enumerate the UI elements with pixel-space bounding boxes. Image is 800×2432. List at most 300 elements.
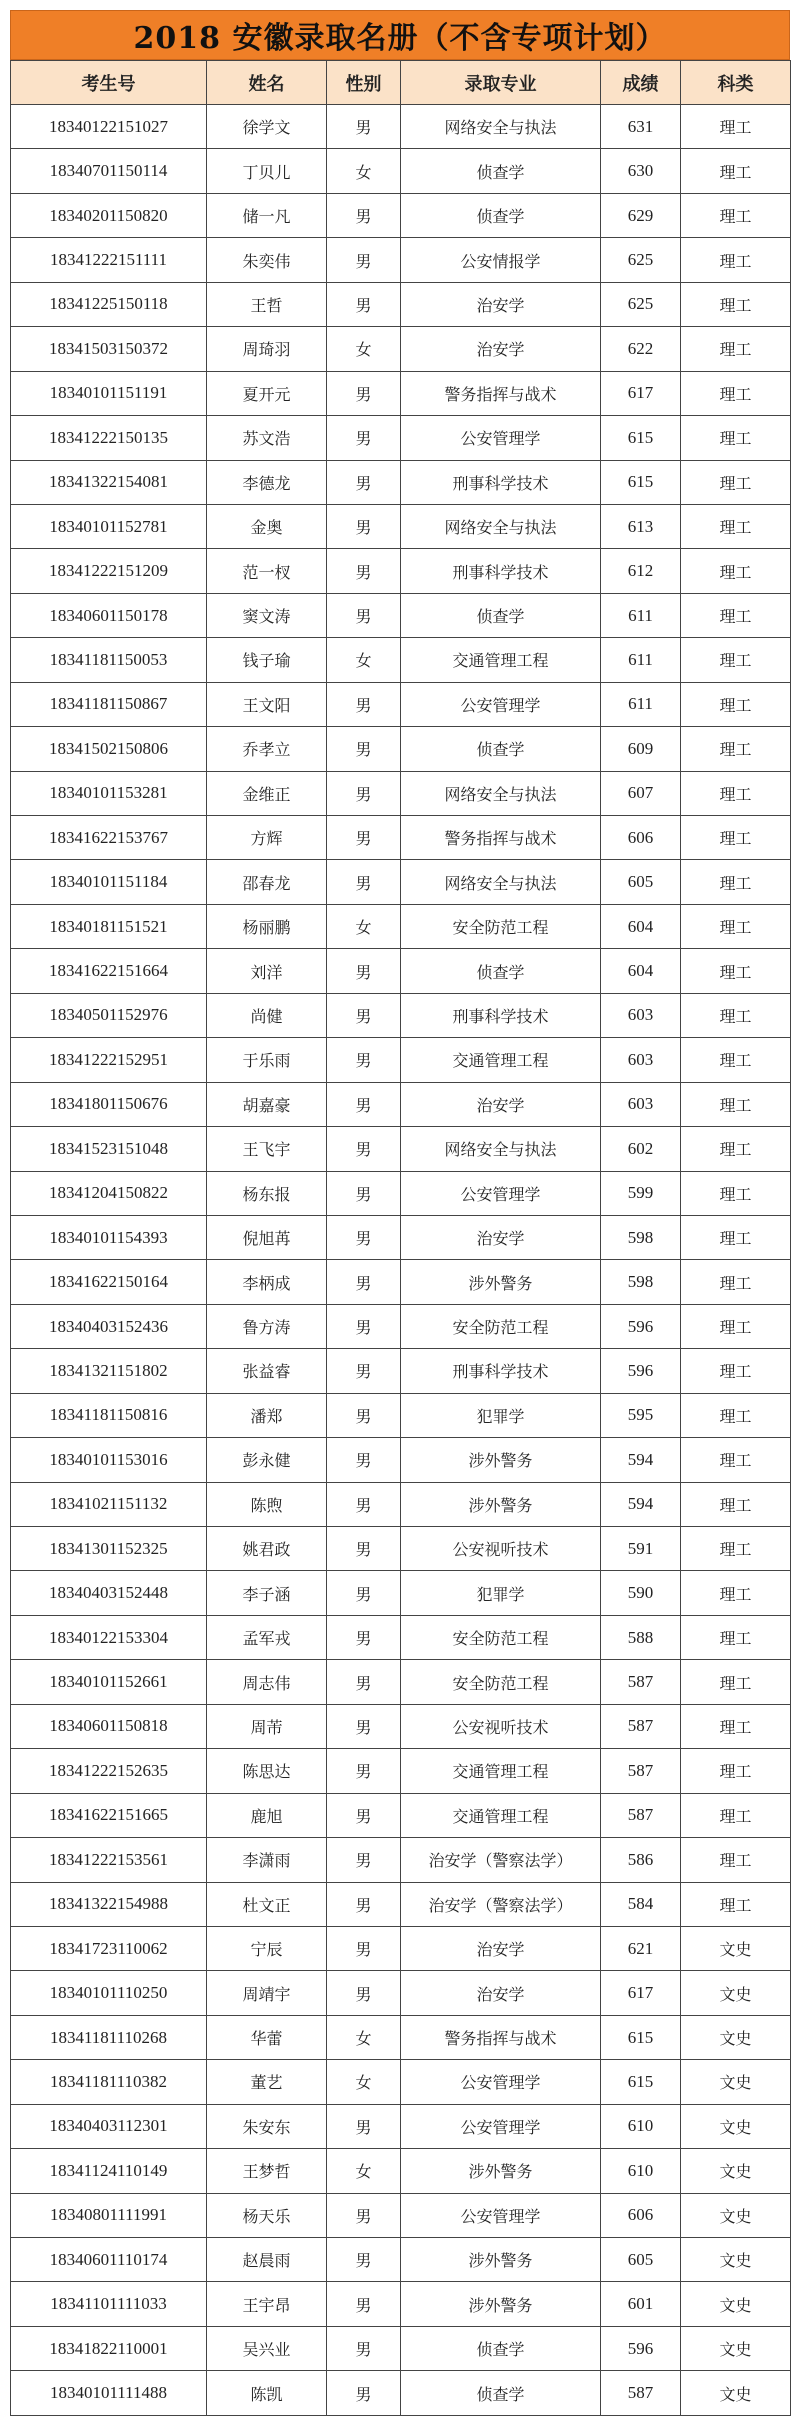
gender-cell: 男	[327, 1660, 401, 1704]
score-cell: 587	[601, 1793, 681, 1837]
major-cell: 涉外警务	[401, 2149, 601, 2193]
gender-cell: 男	[327, 1393, 401, 1437]
table-row	[11, 1971, 791, 2015]
category-cell: 理工	[681, 282, 791, 326]
name-cell: 杨天乐	[207, 2193, 327, 2237]
major-cell: 警务指挥与战术	[401, 2015, 601, 2059]
exam-id-cell: 18341723110062	[11, 1926, 207, 1970]
major-cell: 刑事科学技术	[401, 993, 601, 1037]
major-cell: 犯罪学	[401, 1571, 601, 1615]
table-row	[11, 682, 791, 726]
name-cell: 夏开元	[207, 371, 327, 415]
name-cell: 周芾	[207, 1704, 327, 1748]
exam-id-cell: 18341222152951	[11, 1038, 207, 1082]
name-cell: 王梦哲	[207, 2149, 327, 2193]
gender-cell: 男	[327, 282, 401, 326]
exam-id-cell: 18340501152976	[11, 993, 207, 1037]
gender-cell: 男	[327, 549, 401, 593]
gender-cell: 男	[327, 1793, 401, 1837]
category-cell: 理工	[681, 460, 791, 504]
category-cell: 理工	[681, 1171, 791, 1215]
major-cell: 侦查学	[401, 593, 601, 637]
major-cell: 治安学	[401, 1971, 601, 2015]
exam-id-cell: 18340122153304	[11, 1615, 207, 1659]
gender-cell: 男	[327, 593, 401, 637]
name-cell: 潘郑	[207, 1393, 327, 1437]
score-cell: 603	[601, 993, 681, 1037]
score-cell: 611	[601, 638, 681, 682]
gender-cell: 男	[327, 1615, 401, 1659]
gender-cell: 男	[327, 1082, 401, 1126]
major-cell: 涉外警务	[401, 1260, 601, 1304]
category-cell: 理工	[681, 1882, 791, 1926]
gender-cell: 男	[327, 1882, 401, 1926]
major-cell: 治安学	[401, 1082, 601, 1126]
table-row	[11, 549, 791, 593]
table-row	[11, 1082, 791, 1126]
exam-id-cell: 18341801150676	[11, 1082, 207, 1126]
table-row	[11, 193, 791, 237]
gender-cell: 女	[327, 327, 401, 371]
exam-id-cell: 18340101152661	[11, 1660, 207, 1704]
exam-id-cell: 18341523151048	[11, 1127, 207, 1171]
gender-cell: 男	[327, 416, 401, 460]
name-cell: 周琦羽	[207, 327, 327, 371]
exam-id-cell: 18340601150818	[11, 1704, 207, 1748]
category-cell: 理工	[681, 1304, 791, 1348]
exam-id-cell: 18340403152436	[11, 1304, 207, 1348]
category-cell: 理工	[681, 416, 791, 460]
score-cell: 609	[601, 727, 681, 771]
gender-cell: 男	[327, 2371, 401, 2415]
name-cell: 钱子瑜	[207, 638, 327, 682]
table-row	[11, 2326, 791, 2370]
gender-cell: 男	[327, 105, 401, 149]
score-cell: 611	[601, 682, 681, 726]
header-score: 成绩	[601, 61, 681, 105]
score-cell: 629	[601, 193, 681, 237]
name-cell: 杜文正	[207, 1882, 327, 1926]
name-cell: 周志伟	[207, 1660, 327, 1704]
name-cell: 李子涵	[207, 1571, 327, 1615]
gender-cell: 女	[327, 2149, 401, 2193]
name-cell: 朱安东	[207, 2104, 327, 2148]
score-cell: 622	[601, 327, 681, 371]
exam-id-cell: 18340101151191	[11, 371, 207, 415]
gender-cell: 男	[327, 1260, 401, 1304]
score-cell: 617	[601, 1971, 681, 2015]
score-cell: 598	[601, 1215, 681, 1259]
gender-cell: 男	[327, 1304, 401, 1348]
table-row	[11, 1482, 791, 1526]
major-cell: 刑事科学技术	[401, 1349, 601, 1393]
score-cell: 587	[601, 1704, 681, 1748]
major-cell: 犯罪学	[401, 1393, 601, 1437]
exam-id-cell: 18341204150822	[11, 1171, 207, 1215]
name-cell: 鹿旭	[207, 1793, 327, 1837]
major-cell: 刑事科学技术	[401, 460, 601, 504]
table-row	[11, 1571, 791, 1615]
table-row	[11, 2282, 791, 2326]
exam-id-cell: 18341822110001	[11, 2326, 207, 2370]
gender-cell: 男	[327, 2238, 401, 2282]
major-cell: 公安管理学	[401, 1171, 601, 1215]
table-row	[11, 1438, 791, 1482]
gender-cell: 女	[327, 2015, 401, 2059]
score-cell: 617	[601, 371, 681, 415]
page-title: 2018 安徽录取名册（不含专项计划）	[10, 10, 790, 60]
score-cell: 590	[601, 1571, 681, 1615]
category-cell: 理工	[681, 771, 791, 815]
gender-cell: 男	[327, 193, 401, 237]
name-cell: 赵晨雨	[207, 2238, 327, 2282]
major-cell: 安全防范工程	[401, 1660, 601, 1704]
gender-cell: 男	[327, 1571, 401, 1615]
category-cell: 理工	[681, 1749, 791, 1793]
admission-roster	[10, 10, 790, 2416]
name-cell: 方辉	[207, 816, 327, 860]
name-cell: 金奥	[207, 504, 327, 548]
table-row	[11, 816, 791, 860]
score-cell: 610	[601, 2149, 681, 2193]
table-row	[11, 460, 791, 504]
gender-cell: 男	[327, 1171, 401, 1215]
name-cell: 孟军戎	[207, 1615, 327, 1659]
name-cell: 朱奕伟	[207, 238, 327, 282]
table-row	[11, 2193, 791, 2237]
score-cell: 596	[601, 1304, 681, 1348]
major-cell: 公安视听技术	[401, 1704, 601, 1748]
table-row	[11, 416, 791, 460]
score-cell: 613	[601, 504, 681, 548]
name-cell: 刘洋	[207, 949, 327, 993]
name-cell: 于乐雨	[207, 1038, 327, 1082]
category-cell: 理工	[681, 105, 791, 149]
name-cell: 董艺	[207, 2060, 327, 2104]
table-row	[11, 2371, 791, 2415]
category-cell: 理工	[681, 1793, 791, 1837]
table-row	[11, 1260, 791, 1304]
name-cell: 彭永健	[207, 1438, 327, 1482]
major-cell: 网络安全与执法	[401, 504, 601, 548]
exam-id-cell: 18341301152325	[11, 1527, 207, 1571]
header-category: 科类	[681, 61, 791, 105]
category-cell: 文史	[681, 2326, 791, 2370]
table-row	[11, 1882, 791, 1926]
score-cell: 584	[601, 1882, 681, 1926]
score-cell: 625	[601, 238, 681, 282]
table-row	[11, 504, 791, 548]
name-cell: 鲁方涛	[207, 1304, 327, 1348]
exam-id-cell: 18341181150867	[11, 682, 207, 726]
category-cell: 理工	[681, 993, 791, 1037]
score-cell: 615	[601, 416, 681, 460]
category-cell: 文史	[681, 2104, 791, 2148]
score-cell: 631	[601, 105, 681, 149]
score-cell: 625	[601, 282, 681, 326]
category-cell: 理工	[681, 149, 791, 193]
table-row	[11, 282, 791, 326]
table-row	[11, 1615, 791, 1659]
exam-id-cell: 18341322154988	[11, 1882, 207, 1926]
gender-cell: 男	[327, 1127, 401, 1171]
major-cell: 公安管理学	[401, 2104, 601, 2148]
gender-cell: 男	[327, 993, 401, 1037]
exam-id-cell: 18341222151111	[11, 238, 207, 282]
major-cell: 公安情报学	[401, 238, 601, 282]
gender-cell: 男	[327, 1482, 401, 1526]
score-cell: 630	[601, 149, 681, 193]
gender-cell: 女	[327, 904, 401, 948]
major-cell: 安全防范工程	[401, 904, 601, 948]
exam-id-cell: 18341124110149	[11, 2149, 207, 2193]
score-cell: 586	[601, 1838, 681, 1882]
exam-id-cell: 18341181150816	[11, 1393, 207, 1437]
major-cell: 网络安全与执法	[401, 860, 601, 904]
major-cell: 侦查学	[401, 949, 601, 993]
name-cell: 储一凡	[207, 193, 327, 237]
exam-id-cell: 18341181150053	[11, 638, 207, 682]
score-cell: 606	[601, 816, 681, 860]
score-cell: 607	[601, 771, 681, 815]
score-cell: 602	[601, 1127, 681, 1171]
table-header	[11, 61, 791, 105]
exam-id-cell: 18341622151665	[11, 1793, 207, 1837]
category-cell: 理工	[681, 1527, 791, 1571]
category-cell: 文史	[681, 2060, 791, 2104]
major-cell: 治安学（警察法学）	[401, 1838, 601, 1882]
table-row	[11, 1926, 791, 1970]
category-cell: 理工	[681, 1038, 791, 1082]
score-cell: 605	[601, 2238, 681, 2282]
score-cell: 603	[601, 1082, 681, 1126]
table-row	[11, 1660, 791, 1704]
major-cell: 侦查学	[401, 2371, 601, 2415]
category-cell: 文史	[681, 2193, 791, 2237]
exam-id-cell: 18340101110250	[11, 1971, 207, 2015]
major-cell: 交通管理工程	[401, 1749, 601, 1793]
name-cell: 徐学文	[207, 105, 327, 149]
name-cell: 华蕾	[207, 2015, 327, 2059]
exam-id-cell: 18340181151521	[11, 904, 207, 948]
header-exam-id: 考生号	[11, 61, 207, 105]
table-row	[11, 727, 791, 771]
major-cell: 涉外警务	[401, 1482, 601, 1526]
category-cell: 理工	[681, 949, 791, 993]
major-cell: 安全防范工程	[401, 1304, 601, 1348]
major-cell: 治安学	[401, 282, 601, 326]
exam-id-cell: 18341222152635	[11, 1749, 207, 1793]
name-cell: 陈煦	[207, 1482, 327, 1526]
gender-cell: 男	[327, 238, 401, 282]
table-row	[11, 1171, 791, 1215]
category-cell: 理工	[681, 1571, 791, 1615]
table-row	[11, 1793, 791, 1837]
name-cell: 杨丽鹏	[207, 904, 327, 948]
score-cell: 596	[601, 2326, 681, 2370]
exam-id-cell: 18341622150164	[11, 1260, 207, 1304]
major-cell: 公安管理学	[401, 2060, 601, 2104]
major-cell: 侦查学	[401, 727, 601, 771]
table-row	[11, 1393, 791, 1437]
name-cell: 王飞宇	[207, 1127, 327, 1171]
category-cell: 理工	[681, 238, 791, 282]
category-cell: 理工	[681, 816, 791, 860]
gender-cell: 男	[327, 860, 401, 904]
score-cell: 596	[601, 1349, 681, 1393]
gender-cell: 男	[327, 1438, 401, 1482]
score-cell: 605	[601, 860, 681, 904]
exam-id-cell: 18341503150372	[11, 327, 207, 371]
table-row	[11, 593, 791, 637]
name-cell: 金维正	[207, 771, 327, 815]
category-cell: 文史	[681, 2015, 791, 2059]
exam-id-cell: 18340101154393	[11, 1215, 207, 1259]
exam-id-cell: 18341321151802	[11, 1349, 207, 1393]
gender-cell: 男	[327, 1349, 401, 1393]
exam-id-cell: 18340101111488	[11, 2371, 207, 2415]
name-cell: 尚健	[207, 993, 327, 1037]
table-row	[11, 1127, 791, 1171]
gender-cell: 男	[327, 371, 401, 415]
name-cell: 李潇雨	[207, 1838, 327, 1882]
score-cell: 598	[601, 1260, 681, 1304]
name-cell: 倪旭苒	[207, 1215, 327, 1259]
category-cell: 理工	[681, 1127, 791, 1171]
major-cell: 治安学（警察法学）	[401, 1882, 601, 1926]
category-cell: 文史	[681, 2371, 791, 2415]
gender-cell: 女	[327, 149, 401, 193]
score-cell: 587	[601, 1660, 681, 1704]
table-row	[11, 771, 791, 815]
major-cell: 网络安全与执法	[401, 771, 601, 815]
exam-id-cell: 18340122151027	[11, 105, 207, 149]
category-cell: 理工	[681, 193, 791, 237]
table-row	[11, 1038, 791, 1082]
category-cell: 理工	[681, 1615, 791, 1659]
name-cell: 乔孝立	[207, 727, 327, 771]
table-row	[11, 238, 791, 282]
category-cell: 文史	[681, 2238, 791, 2282]
table-row	[11, 2060, 791, 2104]
gender-cell: 男	[327, 816, 401, 860]
exam-id-cell: 18340101151184	[11, 860, 207, 904]
major-cell: 安全防范工程	[401, 1615, 601, 1659]
gender-cell: 男	[327, 1704, 401, 1748]
exam-id-cell: 18340801111991	[11, 2193, 207, 2237]
table-row	[11, 1215, 791, 1259]
table-row	[11, 2238, 791, 2282]
gender-cell: 男	[327, 460, 401, 504]
exam-id-cell: 18341101111033	[11, 2282, 207, 2326]
name-cell: 苏文浩	[207, 416, 327, 460]
exam-id-cell: 18341181110268	[11, 2015, 207, 2059]
exam-id-cell: 18340403112301	[11, 2104, 207, 2148]
table-row	[11, 860, 791, 904]
exam-id-cell: 18340701150114	[11, 149, 207, 193]
gender-cell: 男	[327, 1838, 401, 1882]
exam-id-cell: 18340101153281	[11, 771, 207, 815]
table-row	[11, 2015, 791, 2059]
name-cell: 吴兴业	[207, 2326, 327, 2370]
score-cell: 611	[601, 593, 681, 637]
exam-id-cell: 18341222151209	[11, 549, 207, 593]
major-cell: 网络安全与执法	[401, 1127, 601, 1171]
exam-id-cell: 18340101153016	[11, 1438, 207, 1482]
gender-cell: 男	[327, 2193, 401, 2237]
name-cell: 陈凯	[207, 2371, 327, 2415]
gender-cell: 男	[327, 2326, 401, 2370]
header-name: 姓名	[207, 61, 327, 105]
name-cell: 宁辰	[207, 1926, 327, 1970]
category-cell: 理工	[681, 727, 791, 771]
major-cell: 警务指挥与战术	[401, 816, 601, 860]
major-cell: 侦查学	[401, 193, 601, 237]
score-cell: 587	[601, 1749, 681, 1793]
gender-cell: 女	[327, 2060, 401, 2104]
exam-id-cell: 18341622151664	[11, 949, 207, 993]
table-row	[11, 149, 791, 193]
major-cell: 涉外警务	[401, 1438, 601, 1482]
header-row	[11, 61, 791, 105]
category-cell: 理工	[681, 1260, 791, 1304]
major-cell: 涉外警务	[401, 2238, 601, 2282]
name-cell: 邵春龙	[207, 860, 327, 904]
exam-id-cell: 18340601110174	[11, 2238, 207, 2282]
score-cell: 606	[601, 2193, 681, 2237]
score-cell: 594	[601, 1438, 681, 1482]
major-cell: 警务指挥与战术	[401, 371, 601, 415]
score-cell: 610	[601, 2104, 681, 2148]
category-cell: 文史	[681, 1926, 791, 1970]
score-cell: 591	[601, 1527, 681, 1571]
major-cell: 公安视听技术	[401, 1527, 601, 1571]
exam-id-cell: 18340601150178	[11, 593, 207, 637]
score-cell: 621	[601, 1926, 681, 1970]
gender-cell: 男	[327, 2104, 401, 2148]
table-row	[11, 1749, 791, 1793]
category-cell: 理工	[681, 1438, 791, 1482]
table-row	[11, 904, 791, 948]
name-cell: 杨东报	[207, 1171, 327, 1215]
major-cell: 交通管理工程	[401, 1793, 601, 1837]
category-cell: 文史	[681, 2149, 791, 2193]
major-cell: 侦查学	[401, 2326, 601, 2370]
score-cell: 615	[601, 460, 681, 504]
table-row	[11, 1349, 791, 1393]
name-cell: 周靖宇	[207, 1971, 327, 2015]
category-cell: 理工	[681, 327, 791, 371]
score-cell: 615	[601, 2060, 681, 2104]
exam-id-cell: 18341502150806	[11, 727, 207, 771]
exam-id-cell: 18341622153767	[11, 816, 207, 860]
table-row	[11, 1838, 791, 1882]
exam-id-cell: 18341222153561	[11, 1838, 207, 1882]
exam-id-cell: 18340201150820	[11, 193, 207, 237]
name-cell: 王宇昂	[207, 2282, 327, 2326]
gender-cell: 男	[327, 1749, 401, 1793]
gender-cell: 男	[327, 1215, 401, 1259]
table-row	[11, 993, 791, 1037]
table-row	[11, 1304, 791, 1348]
name-cell: 张益睿	[207, 1349, 327, 1393]
table-row	[11, 1527, 791, 1571]
exam-id-cell: 18340101152781	[11, 504, 207, 548]
gender-cell: 男	[327, 1971, 401, 2015]
major-cell: 治安学	[401, 327, 601, 371]
gender-cell: 男	[327, 1038, 401, 1082]
category-cell: 理工	[681, 638, 791, 682]
